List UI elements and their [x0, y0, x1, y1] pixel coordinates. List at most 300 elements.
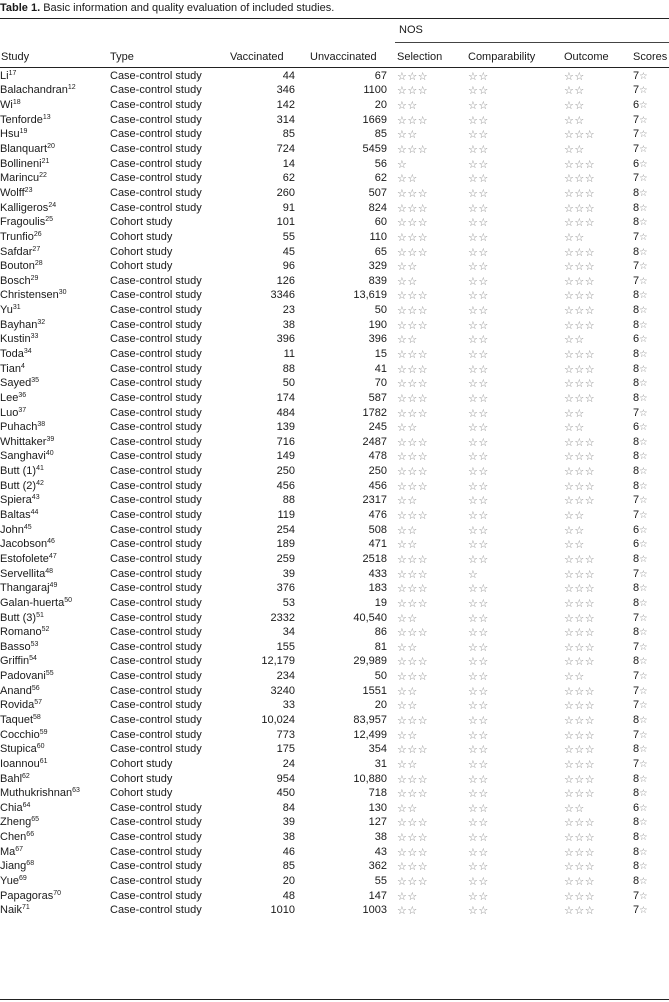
score-cell [633, 816, 669, 831]
reference-number: 17 [8, 69, 17, 77]
star-icon: ☆ [639, 246, 648, 258]
reference-number: 4 [21, 362, 25, 370]
study-name: Romano [0, 626, 42, 639]
study-name: Padovani [0, 670, 46, 683]
header-type: Type [110, 51, 134, 63]
outcome-stars: ☆☆ [564, 801, 585, 815]
vaccinated-cell: 3240 [270, 684, 295, 697]
study-name: Jiang [0, 860, 27, 873]
comparability-stars: ☆☆ [468, 69, 489, 83]
study-name: Yue [0, 875, 19, 888]
vaccinated-cell: 250 [276, 465, 295, 478]
reference-number: 43 [31, 494, 40, 502]
reference-number: 46 [47, 538, 55, 546]
study-name: Baltas [0, 509, 31, 522]
star-icon: ☆ [639, 114, 648, 126]
vaccinated-cell: 11 [283, 347, 295, 360]
star-icon: ☆ [639, 129, 648, 141]
unvaccinated-cell: 65 [374, 245, 387, 258]
vaccinated-cell: 91 [282, 201, 295, 214]
score-value: 6 [633, 421, 640, 434]
reference-number: 34 [23, 347, 32, 355]
outcome-stars: ☆☆☆ [564, 552, 596, 566]
spacer-cell [387, 142, 397, 157]
selection-stars: ☆☆ [397, 172, 418, 186]
spacer-cell [387, 655, 397, 670]
spacer-cell [387, 538, 397, 553]
reference-number: 35 [31, 377, 39, 385]
table-row [0, 362, 669, 377]
table-row [0, 376, 669, 391]
selection-stars: ☆☆ [397, 523, 418, 537]
score-cell [633, 757, 669, 772]
score-value: 8 [633, 289, 640, 302]
vaccinated-cell: 149 [276, 450, 295, 463]
star-icon: ☆ [639, 378, 648, 390]
study-cell [0, 669, 110, 684]
study-cell [0, 274, 110, 289]
unvaccinated-cell: 354 [368, 743, 387, 756]
outcome-stars: ☆☆ [564, 99, 585, 113]
star-icon: ☆ [639, 319, 648, 331]
score-cell [633, 699, 669, 714]
score-cell [633, 684, 669, 699]
outcome-stars: ☆☆☆ [564, 260, 596, 274]
reference-number: 18 [12, 99, 21, 107]
score-value: 7 [633, 494, 640, 507]
unvaccinated-cell: 40,540 [353, 611, 387, 624]
study-cell [0, 772, 110, 787]
reference-number: 36 [18, 391, 27, 399]
comparability-stars: ☆☆ [468, 347, 489, 361]
score-cell [633, 464, 669, 479]
score-cell [633, 303, 669, 318]
outcome-stars: ☆☆☆ [564, 714, 596, 727]
star-icon: ☆ [639, 392, 648, 404]
unvaccinated-cell: 10,880 [353, 772, 387, 785]
study-cell [0, 128, 110, 143]
outcome-stars: ☆☆☆ [564, 245, 596, 259]
score-value: 8 [633, 304, 640, 317]
table-row [0, 186, 669, 201]
vaccinated-cell: 96 [282, 260, 295, 273]
study-cell [0, 289, 110, 304]
spacer-cell [387, 801, 397, 816]
score-cell [633, 742, 669, 757]
study-name: Bouton [0, 260, 35, 273]
unvaccinated-cell: 1551 [362, 684, 387, 697]
score-cell [633, 128, 669, 143]
selection-stars: ☆☆☆ [397, 84, 429, 98]
score-value: 7 [633, 567, 640, 580]
comparability-stars: ☆☆ [468, 684, 489, 698]
top-rule [0, 18, 669, 19]
star-icon: ☆ [639, 290, 648, 302]
study-cell [0, 494, 110, 509]
type-cell: Case-control study [110, 113, 202, 126]
vaccinated-cell: 45 [282, 245, 295, 258]
study-name: Tenforde [0, 113, 43, 126]
star-icon: ☆ [639, 363, 648, 375]
study-name: Li [0, 69, 9, 82]
vaccinated-cell: 254 [276, 523, 295, 536]
unvaccinated-cell: 1100 [363, 84, 387, 97]
table-row [0, 98, 669, 113]
vaccinated-cell: 376 [276, 582, 295, 595]
reference-number: 63 [72, 787, 80, 795]
table-row [0, 347, 669, 362]
reference-number: 57 [34, 699, 43, 707]
outcome-stars: ☆☆☆ [564, 274, 596, 288]
outcome-stars: ☆☆☆ [564, 699, 596, 713]
selection-stars: ☆☆☆ [397, 406, 429, 420]
star-icon: ☆ [639, 422, 648, 434]
score-value: 7 [633, 113, 640, 126]
unvaccinated-cell: 183 [368, 582, 387, 595]
score-cell [633, 201, 669, 216]
study-name: Fragoulis [0, 216, 46, 229]
caption-text: Basic information and quality evaluation of included studies. [43, 2, 335, 14]
type-cell: Case-control study [110, 186, 202, 199]
spacer-cell [387, 157, 397, 172]
type-cell: Case-control study [110, 596, 202, 609]
study-name: Bahl [0, 772, 23, 785]
type-cell: Case-control study [110, 304, 202, 317]
score-value: 7 [633, 640, 640, 653]
spacer-cell [387, 128, 397, 143]
selection-stars: ☆☆ [397, 889, 418, 903]
table-row [0, 303, 669, 318]
spacer-cell [387, 552, 397, 567]
score-value: 8 [633, 845, 640, 858]
table-row [0, 420, 669, 435]
reference-number: 31 [12, 304, 21, 312]
type-cell: Case-control study [110, 435, 202, 448]
outcome-stars: ☆☆☆ [564, 128, 596, 142]
comparability-stars: ☆☆ [468, 435, 489, 449]
score-value: 8 [633, 714, 640, 726]
study-name: Estofolete [0, 552, 49, 565]
comparability-stars: ☆☆ [468, 201, 489, 215]
score-value: 6 [633, 333, 640, 346]
outcome-stars: ☆☆☆ [564, 216, 596, 230]
type-cell: Case-control study [110, 684, 202, 697]
study-cell [0, 406, 110, 421]
study-name: Marincu [0, 172, 40, 185]
study-name: Muthukrishnan [0, 787, 73, 800]
comparability-stars: ☆☆ [468, 377, 489, 391]
type-cell: Cohort study [110, 757, 173, 770]
score-cell [633, 157, 669, 172]
type-cell: Case-control study [110, 99, 202, 112]
score-value: 7 [633, 699, 640, 712]
unvaccinated-cell: 245 [368, 421, 387, 434]
comparability-stars: ☆☆ [468, 787, 489, 801]
caption-label: Table 1. [0, 2, 41, 14]
outcome-stars: ☆☆☆ [564, 362, 596, 376]
score-value: 8 [633, 596, 640, 609]
spacer-cell [387, 245, 397, 260]
spacer-cell [387, 391, 397, 406]
reference-number: 42 [36, 479, 44, 487]
spacer-cell [387, 259, 397, 274]
nos-header: NOS [399, 24, 423, 36]
score-cell [633, 245, 669, 260]
selection-stars: ☆☆ [397, 494, 418, 508]
study-name: Wolff [0, 186, 25, 199]
vaccinated-cell: 396 [276, 333, 295, 346]
unvaccinated-cell: 85 [374, 128, 387, 141]
selection-stars: ☆☆☆ [397, 289, 429, 303]
type-cell: Case-control study [110, 347, 202, 360]
study-cell [0, 567, 110, 582]
outcome-stars: ☆☆☆ [564, 655, 596, 669]
study-name: Basso [0, 640, 31, 653]
selection-stars: ☆☆☆ [397, 670, 429, 684]
type-cell: Case-control study [110, 743, 202, 756]
comparability-stars: ☆☆ [468, 728, 489, 742]
table-row [0, 874, 669, 889]
comparability-stars: ☆☆ [468, 230, 489, 244]
study-cell [0, 552, 110, 567]
outcome-stars: ☆☆☆ [564, 596, 596, 610]
reference-number: 59 [39, 728, 48, 736]
score-value: 7 [633, 904, 640, 917]
comparability-stars: ☆☆ [468, 655, 489, 669]
reference-number: 21 [41, 157, 50, 165]
comparability-stars: ☆☆ [468, 596, 489, 610]
star-icon: ☆ [639, 348, 648, 360]
score-value: 6 [633, 538, 640, 551]
comparability-stars: ☆☆ [468, 875, 489, 889]
selection-stars: ☆☆☆ [397, 465, 429, 479]
table-row [0, 757, 669, 772]
selection-stars: ☆☆☆ [397, 655, 429, 669]
star-icon: ☆ [639, 85, 648, 97]
score-value: 8 [633, 465, 640, 478]
selection-stars: ☆☆☆ [397, 245, 429, 259]
vaccinated-cell: 44 [282, 69, 295, 82]
unvaccinated-cell: 12,499 [353, 728, 387, 741]
unvaccinated-cell: 839 [368, 274, 387, 287]
score-value: 8 [633, 318, 640, 331]
comparability-stars: ☆☆ [468, 479, 489, 493]
unvaccinated-cell: 56 [374, 157, 387, 170]
spacer-cell [387, 508, 397, 523]
table-row [0, 684, 669, 699]
vaccinated-cell: 62 [282, 172, 295, 185]
spacer-cell [387, 420, 397, 435]
reference-number: 50 [64, 596, 73, 604]
outcome-stars: ☆☆☆ [564, 582, 596, 596]
type-cell: Case-control study [110, 552, 202, 565]
bottom-rule [0, 999, 669, 1000]
score-value: 8 [633, 816, 640, 829]
spacer-cell [387, 69, 397, 84]
spacer-cell [387, 816, 397, 831]
study-cell [0, 450, 110, 465]
selection-stars: ☆☆ [397, 421, 418, 435]
comparability-stars: ☆☆ [468, 845, 489, 859]
spacer-cell [387, 772, 397, 787]
selection-stars: ☆☆ [397, 684, 418, 698]
selection-stars: ☆☆☆ [397, 552, 429, 566]
type-cell: Case-control study [110, 201, 202, 214]
study-cell [0, 625, 110, 640]
score-value: 8 [633, 787, 640, 800]
study-name: Toda [0, 347, 24, 360]
score-cell [633, 845, 669, 860]
study-name: Puhach [0, 421, 38, 434]
spacer-cell [387, 581, 397, 596]
table-row [0, 845, 669, 860]
study-cell [0, 640, 110, 655]
study-name: Anand [0, 684, 32, 697]
table-row [0, 538, 669, 553]
reference-number: 26 [33, 230, 42, 238]
star-icon: ☆ [639, 407, 648, 419]
reference-number: 51 [36, 611, 44, 619]
comparability-stars: ☆☆ [468, 509, 489, 523]
reference-number: 64 [22, 801, 31, 809]
comparability-stars: ☆☆ [468, 611, 489, 625]
comparability-stars: ☆☆ [468, 274, 489, 288]
spacer-cell [387, 713, 397, 728]
spacer-cell [387, 830, 397, 845]
spacer-cell [387, 333, 397, 348]
score-value: 8 [633, 875, 640, 888]
score-cell [633, 69, 669, 84]
vaccinated-cell: 85 [282, 128, 295, 141]
spacer-cell [387, 596, 397, 611]
type-cell: Cohort study [110, 230, 173, 243]
table-row [0, 464, 669, 479]
star-icon: ☆ [639, 671, 648, 683]
table-row [0, 713, 669, 728]
unvaccinated-cell: 130 [368, 801, 387, 814]
unvaccinated-cell: 29,989 [353, 655, 387, 668]
type-cell: Case-control study [110, 728, 202, 741]
table-row [0, 113, 669, 128]
outcome-stars: ☆☆☆ [564, 728, 596, 742]
vaccinated-cell: 450 [276, 787, 295, 800]
type-cell: Case-control study [110, 450, 202, 463]
vaccinated-cell: 3346 [270, 289, 295, 302]
comparability-stars: ☆☆ [468, 362, 489, 376]
selection-stars: ☆☆☆ [397, 318, 429, 332]
selection-stars: ☆☆☆ [397, 304, 429, 318]
score-cell [633, 640, 669, 655]
outcome-stars: ☆☆ [564, 143, 585, 157]
spacer-cell [387, 479, 397, 494]
study-name: Yu [0, 304, 13, 317]
spacer-cell [387, 303, 397, 318]
spacer-cell [387, 289, 397, 304]
study-name: Jacobson [0, 538, 48, 551]
vaccinated-cell: 34 [282, 626, 295, 639]
study-cell [0, 420, 110, 435]
score-cell [633, 420, 669, 435]
type-cell: Case-control study [110, 889, 202, 902]
comparability-stars: ☆☆ [468, 333, 489, 347]
score-value: 8 [633, 626, 640, 639]
selection-stars: ☆☆☆ [397, 230, 429, 244]
reference-number: 67 [15, 845, 24, 853]
reference-number: 54 [29, 655, 37, 663]
study-cell [0, 596, 110, 611]
score-cell [633, 552, 669, 567]
reference-number: 37 [18, 406, 27, 414]
star-icon: ☆ [639, 144, 648, 156]
comparability-stars: ☆☆ [468, 157, 489, 171]
table-row [0, 274, 669, 289]
study-cell [0, 435, 110, 450]
reference-number: 24 [48, 201, 57, 209]
outcome-stars: ☆☆ [564, 230, 585, 244]
nos-rule [395, 42, 669, 43]
score-cell [633, 98, 669, 113]
vaccinated-cell: 954 [276, 772, 295, 785]
score-cell [633, 376, 669, 391]
table-row [0, 391, 669, 406]
reference-number: 28 [34, 260, 43, 268]
vaccinated-cell: 14 [282, 157, 295, 170]
spacer-cell [387, 347, 397, 362]
star-icon: ☆ [639, 187, 648, 199]
outcome-stars: ☆☆☆ [564, 494, 596, 508]
type-cell: Case-control study [110, 318, 202, 331]
score-cell [633, 713, 669, 728]
reference-number: 19 [19, 128, 28, 136]
comparability-stars: ☆☆ [468, 113, 489, 127]
study-name: Taquet [0, 714, 34, 726]
selection-stars: ☆☆ [397, 538, 418, 552]
header-study: Study [1, 51, 30, 63]
table-body [0, 69, 669, 918]
comparability-stars: ☆☆ [468, 904, 489, 918]
score-cell [633, 494, 669, 509]
reference-number: 70 [53, 889, 62, 897]
vaccinated-cell: 484 [276, 406, 295, 419]
score-cell [633, 347, 669, 362]
selection-stars: ☆☆ [397, 904, 418, 918]
unvaccinated-cell: 190 [368, 318, 387, 331]
star-icon: ☆ [639, 158, 648, 170]
study-cell [0, 113, 110, 128]
table-row [0, 69, 669, 84]
table-row [0, 128, 669, 143]
spacer-cell [387, 699, 397, 714]
spacer-cell [387, 494, 397, 509]
vaccinated-cell: 53 [282, 596, 295, 609]
outcome-stars: ☆☆☆ [564, 377, 596, 391]
selection-stars: ☆☆ [397, 128, 418, 142]
type-cell: Case-control study [110, 655, 202, 668]
unvaccinated-cell: 5459 [362, 143, 387, 156]
spacer-cell [387, 98, 397, 113]
unvaccinated-cell: 70 [374, 377, 387, 390]
outcome-stars: ☆☆☆ [564, 640, 596, 654]
outcome-stars: ☆☆☆ [564, 304, 596, 318]
score-value: 6 [633, 523, 640, 536]
score-value: 7 [633, 69, 640, 82]
study-cell [0, 464, 110, 479]
type-cell: Case-control study [110, 816, 202, 829]
study-cell [0, 376, 110, 391]
unvaccinated-cell: 507 [368, 186, 387, 199]
score-cell [633, 84, 669, 99]
score-value: 7 [633, 406, 640, 419]
